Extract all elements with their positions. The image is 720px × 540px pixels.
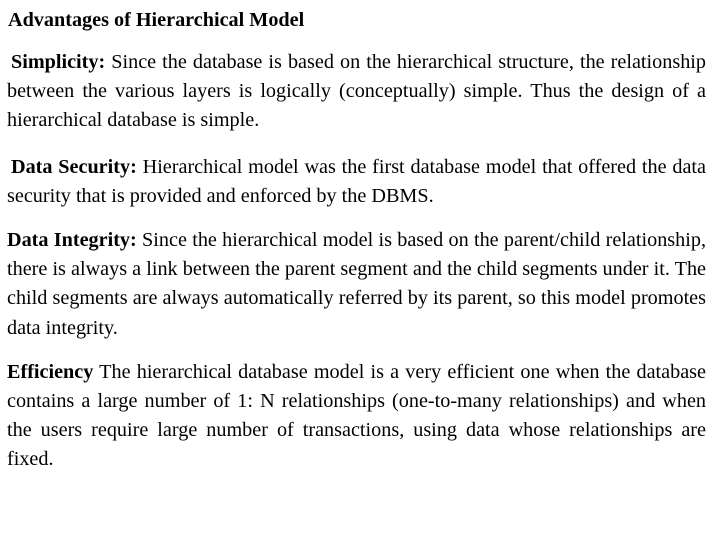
- text-data-security: Hierarchical model was the first database model that offered the data security that is provided and enforced by the DBMS.: [7, 155, 706, 207]
- document: [7, 0, 706, 475]
- paragraph-simplicity: [7, 48, 706, 136]
- term-data-integrity: Data Integrity:: [7, 229, 137, 252]
- term-efficiency: Efficiency: [7, 360, 94, 383]
- text-efficiency: The hierarchical database model is a very efficient one when the database contains a large number of 1: N relationships (one-to-many relationships) and when the users require large number of transactions, using data whose relationships are fixed.: [7, 360, 706, 471]
- document-title: Advantages of Hierarchical Model: [8, 9, 305, 31]
- paragraph-data-integrity: [7, 226, 706, 343]
- paragraph-efficiency: [7, 358, 706, 475]
- text-data-integrity: Since the hierarchical model is based on the parent/child relationship, there is always a link between the parent segment and the child segments under it. The child segments are always automatically referred by its parent, so this model promotes data integrity.: [7, 229, 706, 339]
- term-data-security: Data Security:: [11, 155, 137, 178]
- term-simplicity: Simplicity:: [11, 51, 106, 73]
- text-simplicity: Since the database is based on the hierarchical structure, the relationship between the various layers is logically (conceptually) simple. Thus the design of a hierarchical database is simple.: [7, 51, 706, 132]
- paragraph-data-security: [7, 153, 706, 211]
